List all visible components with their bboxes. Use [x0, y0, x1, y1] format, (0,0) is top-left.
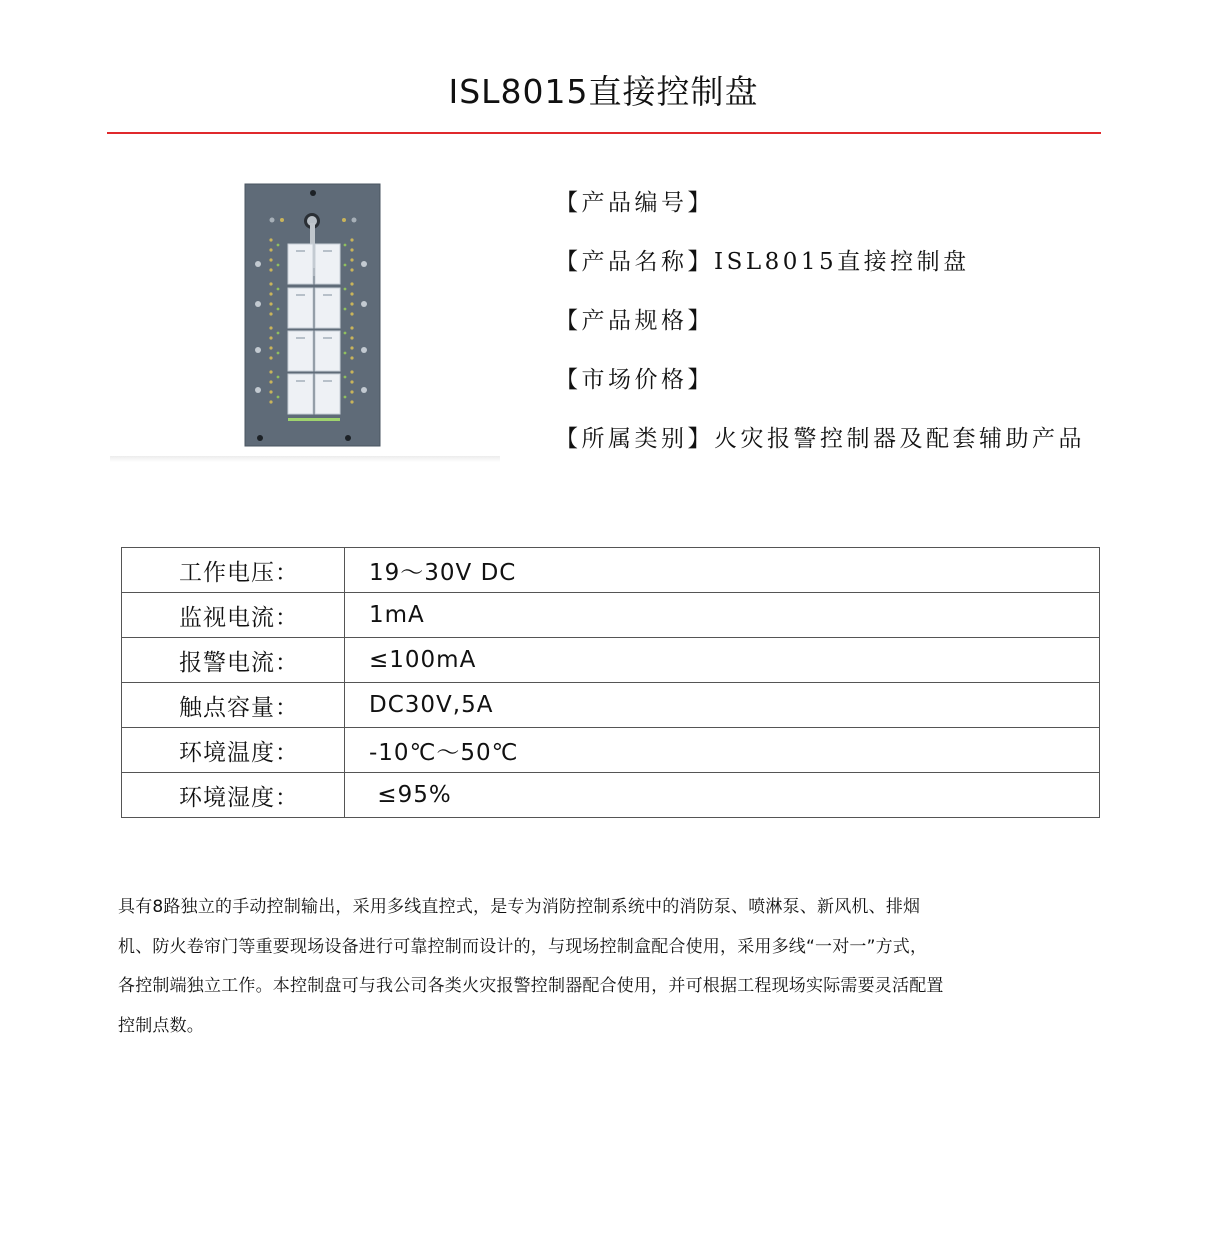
info-market-price: 【市场价格】 [555, 367, 714, 393]
info-category: 【所属类别】火灾报警控制器及配套辅助产品 [555, 426, 1085, 452]
control-panel-illustration [110, 176, 500, 462]
table-row [122, 728, 1100, 773]
info-product-name: 【产品名称】ISL8015直接控制盘 [555, 249, 970, 275]
spec-value: 19～30V DC [345, 548, 1100, 593]
description-line: 机、防火卷帘门等重要现场设备进行可靠控制而设计的，与现场控制盒配合使用，采用多线“一对一”方式， [118, 936, 928, 957]
description-line: 控制点数。 [118, 1015, 204, 1036]
table-row [122, 638, 1100, 683]
table-row [122, 683, 1100, 728]
description-line: 各控制端独立工作。本控制盘可与我公司各类火灾报警控制器配合使用，并可根据工程现场实际需要灵活配置 [118, 976, 944, 996]
spec-value: ≤100mA [345, 638, 1100, 683]
spec-label: 工作电压： [122, 548, 345, 593]
page-title: ISL8015直接控制盘 [448, 72, 759, 111]
product-image [110, 176, 500, 462]
table-row [122, 593, 1100, 638]
spec-value: -10℃～50℃ [345, 728, 1100, 773]
spec-value: DC30V,5A [345, 683, 1100, 728]
spec-label: 监视电流： [122, 593, 345, 638]
photo-baseline [110, 456, 500, 462]
spec-label: 环境湿度： [122, 773, 345, 818]
table-row [122, 548, 1100, 593]
info-product-code: 【产品编号】 [555, 190, 714, 216]
spec-table [121, 547, 1100, 818]
spec-label: 触点容量： [122, 683, 345, 728]
table-row [122, 773, 1100, 818]
product-description [118, 888, 1058, 1046]
spec-label: 报警电流： [122, 638, 345, 683]
product-info-list [555, 184, 1085, 479]
description-line: 具有8路独立的手动控制输出，采用多线直控式，是专为消防控制系统中的消防泵、喷淋泵、新风机、排烟 [118, 897, 921, 917]
spec-value: 1mA [345, 593, 1100, 638]
title-divider [107, 132, 1101, 134]
info-product-spec: 【产品规格】 [555, 308, 714, 334]
spec-value: ≤95% [345, 773, 1100, 818]
spec-label: 环境温度： [122, 728, 345, 773]
